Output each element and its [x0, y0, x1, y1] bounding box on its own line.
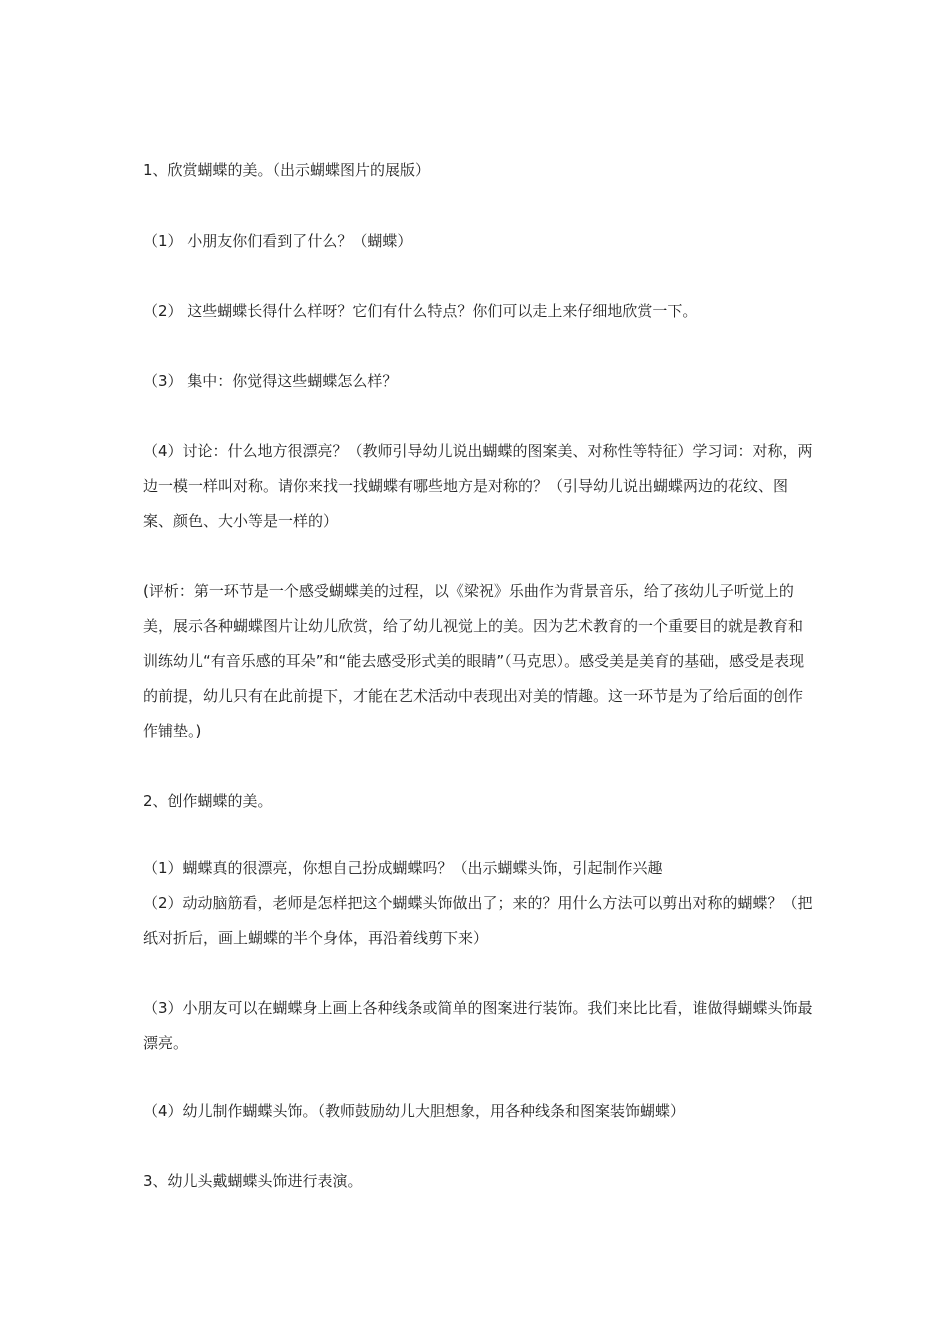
- paragraph-commentary: (评析：第一环节是一个感受蝴蝶美的过程，以《梁祝》乐曲作为背景音乐，给了孩幼儿子听觉上的美，展示各种蝴蝶图片让幼儿欣赏，给了幼儿视觉上的美。因为艺术教育的一个重要目的就是教育和训练幼儿“有音乐感的耳朵”和“能去感受形式美的眼睛”（马克思）。感受美是美育的基础，感受是表现的前提，幼儿只有在此前提下，才能在艺术活动中表现出对美的情趣。这一环节是为了给后面的创作作铺垫。): [143, 582, 805, 740]
- paragraph-step-1: （1） 小朋友你们看到了什么？（蝴蝶）: [143, 232, 413, 250]
- paragraph-create-step-2: （2）动动脑筋看，老师是怎样把这个蝴蝶头饰做出了；来的？用什么方法可以剪出对称的蝴蝶？（把纸对折后，画上蝴蝶的半个身体，再沿着线剪下来）: [143, 894, 813, 947]
- paragraph-create-step-3: （3）小朋友可以在蝴蝶身上画上各种线条或简单的图案进行装饰。我们来比比看，谁做得蝴蝶头饰最漂亮。: [143, 999, 813, 1052]
- paragraph-create-step-4: （4）幼儿制作蝴蝶头饰。（教师鼓励幼儿大胆想象，用各种线条和图案装饰蝴蝶）: [143, 1102, 686, 1120]
- paragraph-section-2-heading: 2、创作蝴蝶的美。: [143, 792, 273, 810]
- paragraph-create-step-1: （1）蝴蝶真的很漂亮，你想自己扮成蝴蝶吗？（出示蝴蝶头饰，引起制作兴趣: [143, 859, 663, 877]
- paragraph-section-3-heading: 3、幼儿头戴蝴蝶头饰进行表演。: [143, 1172, 363, 1190]
- paragraph-step-2: （2） 这些蝴蝶长得什么样呀？它们有什么特点？你们可以走上来仔细地欣赏一下。: [143, 302, 698, 320]
- paragraph-step-4: （4）讨论：什么地方很漂亮？（教师引导幼儿说出蝴蝶的图案美、对称性等特征）学习词：对称，两边一模一样叫对称。请你来找一找蝴蝶有哪些地方是对称的？（引导幼儿说出蝴蝶两边的花纹、图案、颜色、大小等是一样的）: [143, 442, 813, 530]
- paragraph-step-3: （3） 集中：你觉得这些蝴蝶怎么样？: [143, 372, 398, 390]
- paragraph-section-1-heading: 1、欣赏蝴蝶的美。（出示蝴蝶图片的展版）: [143, 161, 431, 179]
